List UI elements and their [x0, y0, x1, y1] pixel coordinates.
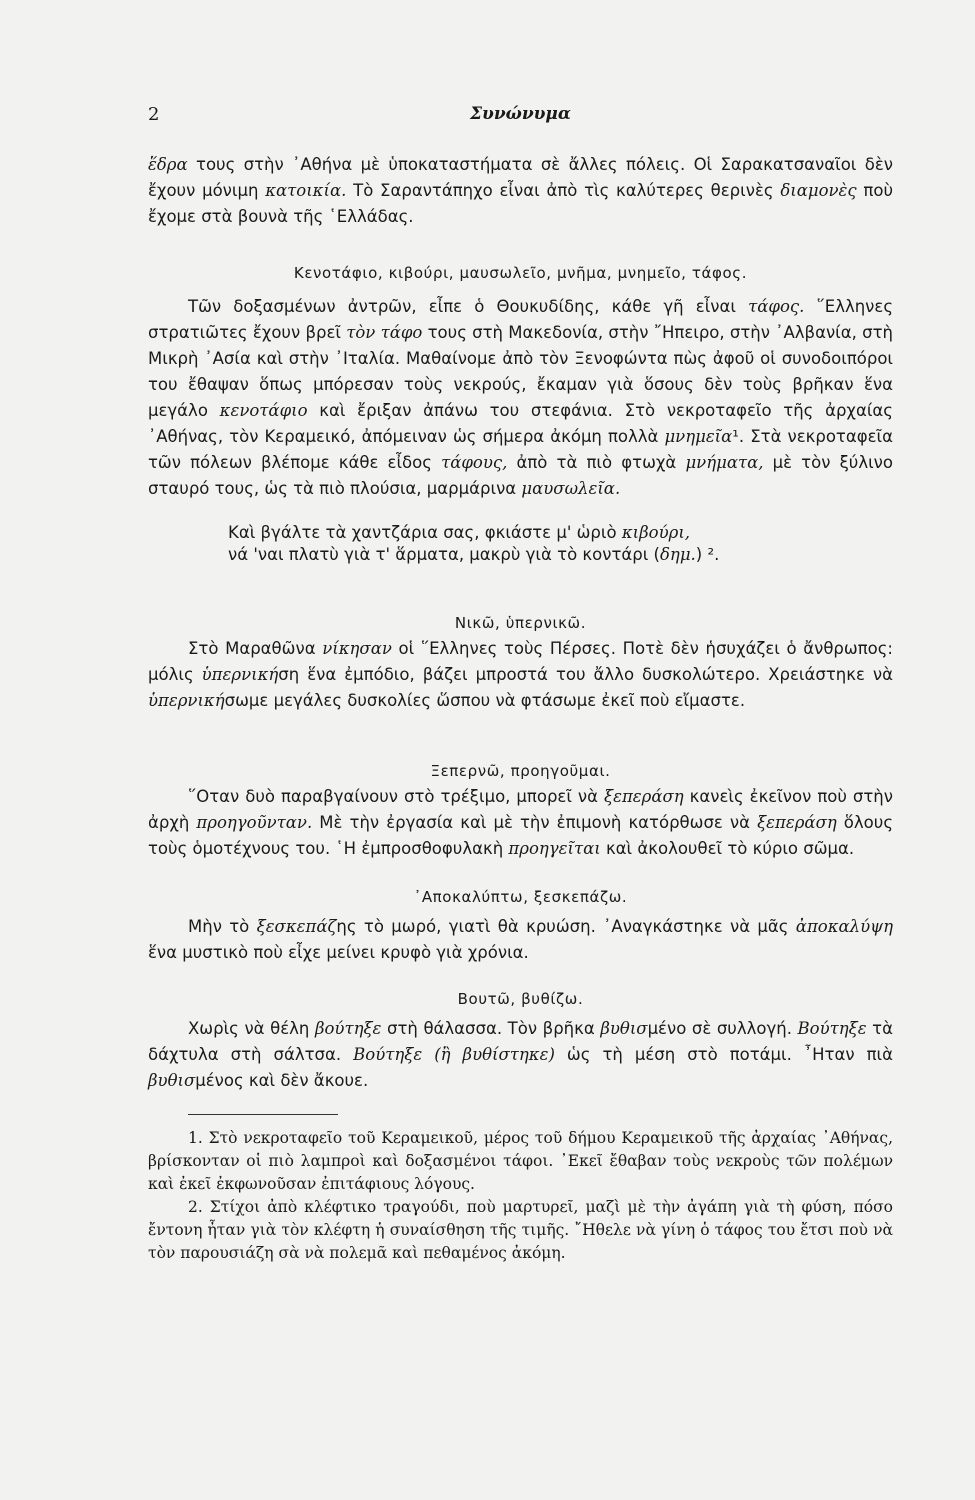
section-heading-kenotafio: Κενοτάφιο, κιβούρι, μαυσωλεῖο, μνῆμα, μνημεῖο, τάφος. — [293, 264, 748, 282]
verse-line-2: νά 'ναι πλατὺ γιὰ τ' ἅρματα, μακρὺ γιὰ τὸ κοντάρι (δημ.) ². — [228, 545, 720, 564]
footnote-divider — [188, 1114, 338, 1115]
main-text — [148, 152, 893, 1265]
running-title: Συνώνυμα — [470, 104, 571, 124]
verse-quote — [228, 522, 893, 566]
italic-term: βούτηξε — [314, 1019, 382, 1038]
section-paragraph-apokalypto: Μὴν τὸ ξεσκεπάζης τὸ μωρό, γιατὶ θὰ κρυώση. ᾿Αναγκάστηκε νὰ μᾶς ἀποκαλύψη ἕνα μυστικὸ ποὺ εἶχε μείνει κρυφὸ γιὰ χρόνια. — [148, 917, 893, 962]
verse-line-1: Καὶ βγάλτε τὰ χαντζάρια σας, φκιάστε μ' ὡριὸ κιβούρι, — [228, 523, 691, 542]
italic-term: κιβούρι, — [621, 523, 691, 542]
italic-term: βυθισ — [148, 1071, 196, 1090]
italic-term: μνημεῖα — [664, 427, 733, 446]
section-paragraph-kenotafio: Τῶν δοξασμένων ἀντρῶν, εἶπε ὁ Θουκυδίδης, κάθε γῆ εἶναι τάφος. ῞Ελληνες στρατιῶτες ἔχουν βρεῖ τὸν τάφο τους στὴ Μακεδονία, στὴν ῎Ηπειρο, στὴν ᾿Αλβανία, στὴ Μικρὴ ᾿Ασία καὶ στὴν ᾿Ιταλία. Μαθαίνομε ἀπὸ τὸν Ξενοφώντα πὼς ἀφοῦ οἱ συνοδοιπόροι του ἔθαψαν ὅπως μπόρεσαν τοὺς νεκρούς, ἔκαμαν γιὰ ὅσους δὲν τοὺς βρῆκαν ἕνα μεγάλο κενοτάφιο καὶ ἔριξαν ἀπάνω του στεφάνια. Στὸ νεκροταφεῖο τῆς ἀρχαίας ᾿Αθήνας, τὸν Κεραμεικό, ἀπόμειναν ὡς σήμερα ἀκόμη πολλὰ μνημεῖα¹. Στὰ νεκροταφεῖα τῶν πόλεων βλέπομε κάθε εἶδος τάφους, ἀπὸ τὰ πιὸ φτωχὰ μνήματα, μὲ τὸν ξύλινο σταυρό τους, ὡς τὰ πιὸ πλούσια, μαρμάρινα μαυσωλεῖα. — [148, 297, 894, 498]
section-paragraph-vouto: Χωρὶς νὰ θέλη βούτηξε στὴ θάλασσα. Τὸν βρῆκα βυθισμένο σὲ συλλογή. Βούτηξε τὰ δάχτυλα στὴ σάλτσα. Βούτηξε (ἢ βυθίστηκε) ὡς τὴ μέση στὸ ποτάμι. ῏Ηταν πιὰ βυθισμένος καὶ δὲν ἄκουε. — [148, 1019, 893, 1090]
italic-term: προηγοῦνταν. — [196, 813, 313, 832]
italic-term: ἕδρα — [148, 155, 188, 174]
section-heading-niko: Νικῶ, ὑπερνικῶ. — [454, 614, 587, 632]
italic-term: νίκησαν — [322, 639, 392, 658]
footnote-2: 2. Στίχοι ἀπὸ κλέφτικο τραγούδι, ποὺ μαρτυρεῖ, μαζὶ μὲ τὴν ἀγάπη γιὰ τὴ φύση, πόσο ἔντονη ἦταν γιὰ τὸν κλέφτη ἡ συναίσθηση τῆς τιμῆς. ῎Ηθελε νὰ γίνη ὁ τάφος του ἔτσι ποὺ νὰ τὸν παρουσιάζη σὰ νὰ πολεμᾶ καὶ πεθαμένος ἀκόμη. — [148, 1198, 893, 1262]
italic-term: τὸν τάφο — [346, 323, 423, 342]
italic-term: διαμονὲς — [780, 181, 857, 200]
page-header — [148, 104, 893, 134]
section-heading-vouto: Βουτῶ, βυθίζω. — [457, 990, 584, 1008]
page-number: 2 — [148, 104, 160, 125]
italic-term: Βούτηξε (ἢ βυθίστηκε) — [353, 1045, 555, 1064]
italic-term: μαυσωλεῖα. — [521, 479, 621, 498]
italic-term: ἀποκαλύψη — [795, 917, 893, 936]
italic-term: δημ. — [660, 545, 696, 564]
footnotes — [148, 1127, 893, 1265]
intro-paragraph: ἕδρα τους στὴν ᾿Αθήνα μὲ ὑποκαταστήματα σὲ ἄλλες πόλεις. Οἱ Σαρακατσαναῖοι δὲν ἔχουν μόνιμη κατοικία. Τὸ Σαραντάπηχο εἶναι ἀπὸ τὶς καλύτερες θερινὲς διαμονὲς ποὺ ἔχομε στὰ βουνὰ τῆς ῾Ελλάδας. — [148, 155, 893, 226]
italic-term: βυθισ — [600, 1019, 648, 1038]
italic-term: κενοτάφιο — [219, 401, 308, 420]
italic-term: ὑπερνική — [148, 691, 225, 710]
italic-term: Βούτηξε — [797, 1019, 867, 1038]
italic-term: προηγεῖται — [508, 839, 601, 858]
italic-term: κατοικία. — [265, 181, 347, 200]
section-heading-xeperno: Ξεπερνῶ, προηγοῦμαι. — [430, 762, 611, 780]
italic-term: ξεπεράση — [604, 787, 684, 806]
italic-term: ξεσκεπάζ — [256, 917, 337, 936]
italic-term: τάφους, — [441, 453, 508, 472]
section-paragraph-niko: Στὸ Μαραθῶνα νίκησαν οἱ ῞Ελληνες τοὺς Πέρσες. Ποτὲ δὲν ἡσυχάζει ὁ ἄνθρωπος: μόλις ὑπερνικήση ἕνα ἐμπόδιο, βάζει μπροστά του ἄλλο δυσκολώτερο. Χρειάστηκε νὰ ὑπερνικήσωμε μεγάλες δυσκολίες ὥσπου νὰ φτάσωμε ἐκεῖ ποὺ εἴμαστε. — [148, 639, 894, 710]
italic-term: ξεπεράση — [757, 813, 837, 832]
section-paragraph-xeperno: ῞Οταν δυὸ παραβγαίνουν στὸ τρέξιμο, μπορεῖ νὰ ξεπεράση κανεὶς ἐκεῖνον ποὺ στὴν ἀρχὴ προηγοῦνταν. Μὲ τὴν ἐργασία καὶ μὲ τὴν ἐπιμονὴ κατόρθωσε νὰ ξεπεράση ὅλους τοὺς ὁμοτέχνους του. ῾Η ἐμπροσθοφυλακὴ προηγεῖται καὶ ἀκολουθεῖ τὸ κύριο σῶμα. — [148, 787, 893, 858]
section-heading-apokalypto: ᾿Αποκαλύπτω, ξεσκεπάζω. — [413, 888, 628, 906]
italic-term: τάφος. — [748, 297, 805, 316]
footnote-1: 1. Στὸ νεκροταφεῖο τοῦ Κεραμεικοῦ, μέρος τοῦ δήμου Κεραμεικοῦ τῆς ἀρχαίας ᾿Αθήνας, βρίσκονταν οἱ πιὸ λαμπροὶ καὶ δοξασμένοι τάφοι. ᾿Εκεῖ ἔθαβαν τοὺς νεκροὺς τῶν πολέμων καὶ ἐκεῖ ἐκφωνοῦσαν ἐπιτάφιους λόγους. — [148, 1129, 893, 1193]
italic-term: μνήματα, — [685, 453, 764, 472]
italic-term: ὑπερνική — [201, 665, 279, 684]
